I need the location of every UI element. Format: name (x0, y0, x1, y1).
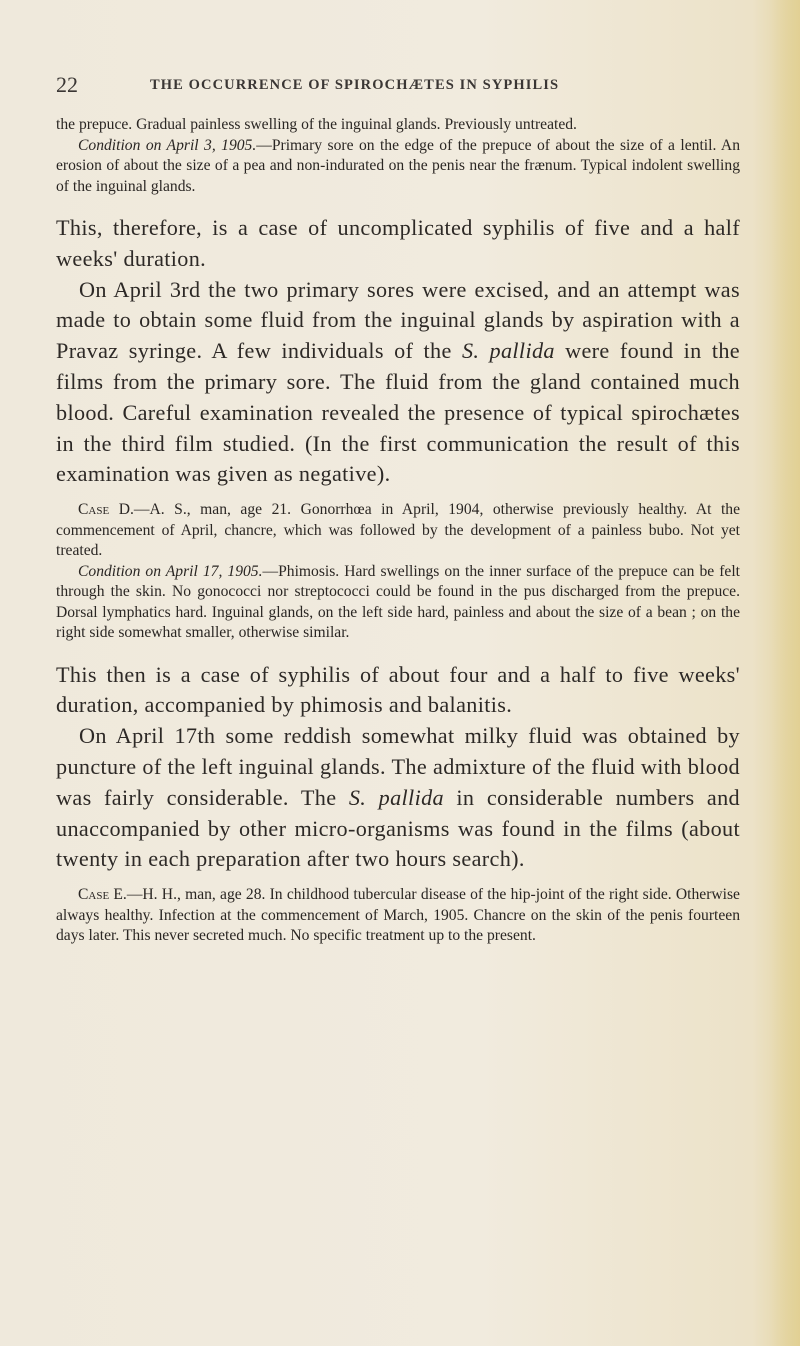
condition-lead-2: Condition on April 17, 1905. (78, 562, 263, 580)
paragraph-2-text: —Primary sore on the edge of the prepuce of about the size of a lentil. An erosion of about the size of a pea and non-indurated on the penis near the frænum. Typical indolent swelling of the inguinal glands. (56, 136, 740, 195)
paragraph-7 (56, 660, 740, 722)
paragraph-9-text: —H. H., man, age 28. In childhood tubercular disease of the hip-joint of the right side. Otherwise always healthy. Infection at the commencement of March, 1905. Chancre on the skin of the penis fourteen days later. This never secreted much. No specific treatment up to the present. (56, 886, 740, 945)
page-header (56, 72, 756, 102)
page-number: 22 (56, 72, 78, 97)
species-name-2: S. pallida (348, 784, 444, 810)
paragraph-4-text-b: were found in the films from the primary sore. The fluid from the gland contained much blood. Careful examination revealed the presence of typical spirochætes in the third film studied. (In the first communication the result of this examination was given as negative). (56, 338, 741, 487)
paragraph-1 (56, 115, 740, 136)
case-e-lead: Case E. (78, 886, 127, 904)
paragraph-8 (56, 721, 740, 875)
paragraph-4 (56, 275, 740, 491)
paragraph-6-text: —Phimosis. Hard swellings on the inner surface of the prepuce can be felt through the skin. No gonococci nor streptococci could be found in the pus discharged from the prepuce. Dorsal lymphatics hard. Inguinal glands, on the left side hard, painless and about the size of a bean ; on the right side somewhat smaller, otherwise similar. (56, 562, 740, 642)
condition-lead-1: Condition on April 3, 1905. (78, 136, 257, 154)
paragraph-5-text: —A. S., man, age 21. Gonorrhœa in April, 1904, otherwise previously healthy. At the commencement of April, chancre, which was followed by the development of a painless bubo. Not yet treated. (56, 501, 740, 560)
paragraph-9 (56, 885, 740, 947)
running-head: THE OCCURRENCE OF SPIROCHÆTES IN SYPHILIS (150, 77, 560, 93)
paragraph-8-text-a: On April 17th some reddish somewhat milky fluid was obtained by puncture of the left inguinal glands. The admixture of the fluid with blood was fairly considerable. The (56, 723, 740, 810)
paragraph-7-text: This then is a case of syphilis of about four and a half to five weeks' duration, accompanied by phimosis and balanitis. (56, 661, 740, 718)
paragraph-3-text: This, therefore, is a case of uncomplicated syphilis of five and a half weeks' duration. (56, 215, 740, 271)
paragraph-4-text-a: On April 3rd the two primary sores were excised, and an attempt was made to obtain some fluid from the inguinal glands by aspiration with a Pravaz syringe. A few individuals of the (56, 276, 740, 364)
page-body (56, 115, 740, 947)
paragraph-8-text-b: in considerable numbers and unaccompanied by other micro-organisms was found in the films (about twenty in each preparation after two hours search). (56, 784, 740, 872)
species-name-1: S. pallida (461, 338, 555, 364)
page-edge-shading (770, 0, 800, 1346)
paragraph-1-text: the prepuce. Gradual painless swelling of the inguinal glands. Previously untreated. (56, 116, 577, 133)
paragraph-5 (56, 500, 740, 562)
paragraph-2 (56, 136, 740, 198)
paragraph-6 (56, 562, 740, 644)
paragraph-3 (56, 213, 740, 275)
case-d-lead: Case D. (78, 501, 134, 519)
